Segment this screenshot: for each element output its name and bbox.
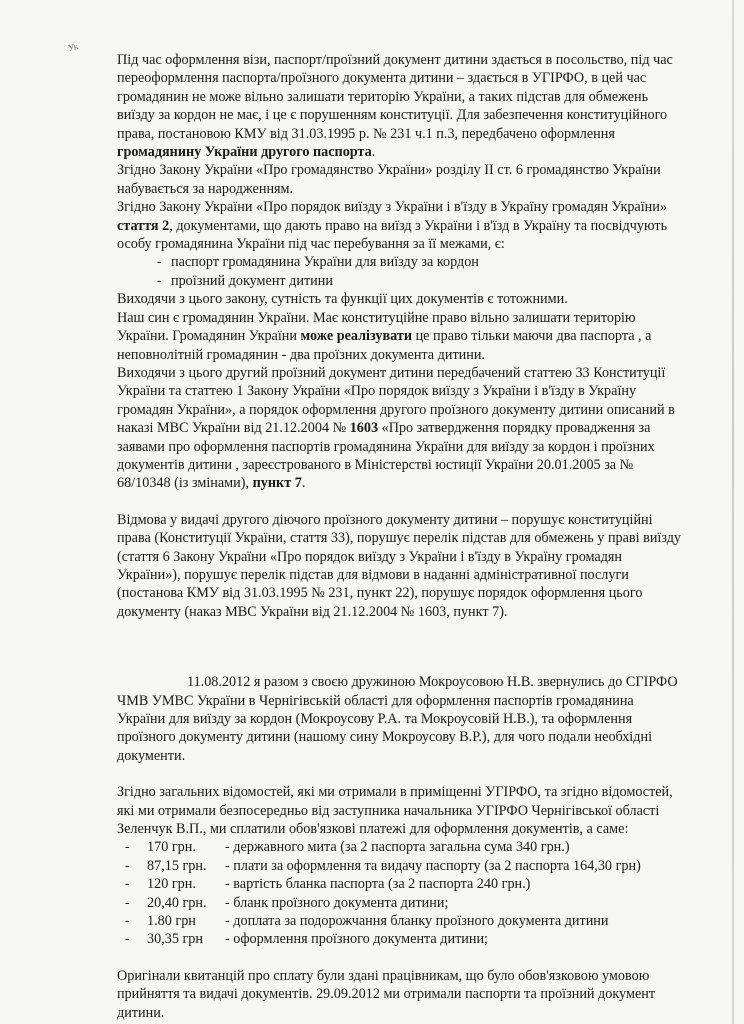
paragraph-citizenship-law: Згідно Закону України «Про громадянство України» розділу II ст. 6 громадянство України набувається за народженням. [117,162,661,197]
scan-mark: Ук [67,41,79,53]
documents-list [117,253,682,290]
paragraph-application: 11.08.2012 я разом з своєю дружиною Мокроусовою Н.В. звернулись до СГІРФО ЧМВ УМВС України в Чернігівській області для оформлення паспортів громадянина України для виїзду за кордон (Мокроусову Р.А. та Мокроусовій Н.В.), та оформлення проїзного документу дитини (нашому сину Мокроусову В.Р.), для чого подали необхідні документи. [117,674,678,764]
list-item: - паспорт громадянина України для виїзду за кордон [157,253,682,271]
fee-item: - 120 грн. - вартість бланка паспорта (за 2 паспорта 240 грн.) [125,876,531,893]
paragraph-refusal: Відмова у видачі другого діючого проїзного документу дитини – порушує конституційні права (Конституції України, стаття 33), порушує перелік підстав для обмежень у праві виїзду (стаття 6 Закону України «Про порядок виїзду з України і в'їзду в Україну громадян України»), порушує перелік підстав для відмови в наданні адміністративної послуги (постанова КМУ від 31.03.1995 № 231, пункт 22), порушує порядок оформлення цього документу (наказ МВС України від 21.12.2004 № 1603, пункт 7). [117,511,682,620]
paragraph-second-document: Виходячи з цього другий проїзний документ дитини передбачений статтею 33 Конституції України та статтею 1 Закону України «Про порядок виїзду з України і в'їзду в Україну громадян України», а порядок оформлення другого проїзного документу дитини описаний в наказі МВС України від 21.12.2004 № 1603 «Про затвердження порядку провадження за заявами про оформлення паспортів громадянина України для виїзду за кордон і проїзних документів дитини , зареєстрованого в Міністерстві юстиції України 20.01.2005 за № 68/10348 (із змінами), пункт 7. [117,364,675,492]
fee-item: - 170 грн. - державного мита (за 2 паспорта загальна сума 340 грн.) [125,839,570,856]
fee-item: - 1.80 грн - доплата за подорожчання бланку проїзного документа дитини [125,913,609,930]
fee-item: - 20,40 грн. - бланк проїзного документа дитини; [125,894,449,911]
list-item: - проїзний документ дитини [157,272,682,290]
scan-edge [732,0,734,1024]
document-body [117,51,682,1022]
paragraph-payments: Згідно загальних відомостей, які ми отримали в приміщенні УГІРФО, та згідно відомостей, які ми отримали безпосередньо від заступника начальника УГІРФО Чернігівської області Зеленчук В.П., ми сплатили обов'язкові платежі для оформлення документів, а саме: [117,784,673,838]
paragraph-receipts: Оригінали квитанцій про сплату були здані працівникам, що було обов'язковою умовою прийняття та видачі документів. 29.09.2012 ми отримали паспорти та проїзний документ дитини. [117,967,656,1021]
fee-item: - 30,35 грн - оформлення проїзного документа дитини; [125,931,488,948]
fee-item: - 87,15 грн. - плати за оформлення та видачу паспорту (за 2 паспорта 164,30 грн) [125,857,641,874]
paragraph-son: Наш син є громадянин України. Має конституційне право вільно залишати територію України. Громадянин України може реалізувати це право тільки маючи два паспорта , а неповнолітній громадянин - два проїзних документа дитини. [117,309,652,363]
fees-list [117,838,682,948]
paragraph-conclusion: Виходячи з цього закону, сутність та функції цих документів є тотожними. [117,291,568,308]
paragraph-exit-law: Згідно Закону України «Про порядок виїзду з України і в'їзду в Україну громадян України» стаття 2, документами, що дають право на виїзд з України і в'їзд в Україну та посвідчують особу громадянина України під час перебування за її межами, є: [117,199,668,253]
paragraph-visa: Під час оформлення візи, паспорт/проїзний документ дитини здається в посольство, під час переоформлення паспорта/проїзного документа дитини – здається в УГІРФО, в цей час громадянин не може вільно залишати територію України, а таких підстав для обмежень виїзду за кордон не має, і це є порушенням конституції. Для забезпечення конституційного права, постановою КМУ від 31.03.1995 р. № 231 ч.1 п.3, передбачено оформлення громадянину України другого паспорта. [117,52,673,161]
